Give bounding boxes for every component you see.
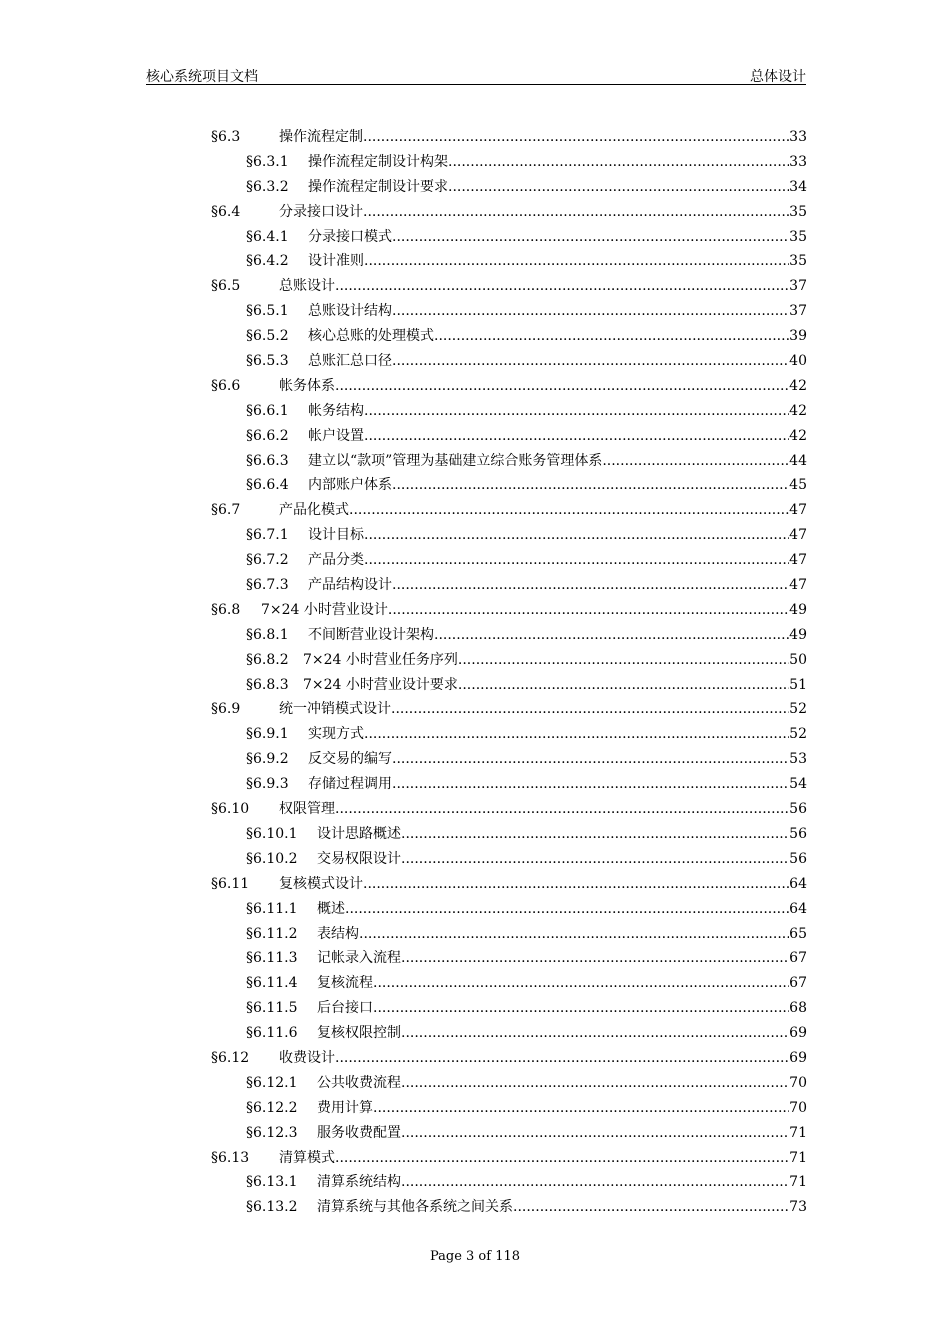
toc-entry-line (246, 573, 807, 598)
toc-entry-line (246, 399, 807, 424)
toc-page-number: 45 (789, 477, 807, 494)
toc-section-title: 产品化模式 (279, 502, 349, 519)
toc-section-title: 操作流程定制设计构架 (308, 153, 448, 170)
toc-page-number: 71 (789, 1149, 807, 1166)
toc-entry-line (246, 449, 807, 474)
toc-section-title: 不间断营业设计架构 (308, 626, 434, 643)
toc-entry[interactable] (0, 523, 950, 548)
toc-section-number: §6.13.1 (246, 1174, 298, 1191)
toc-entry-line (246, 648, 807, 673)
toc-entry-line (211, 200, 807, 225)
toc-entry-line (211, 872, 807, 897)
toc-page-number: 49 (789, 601, 807, 618)
toc-entry-line (246, 473, 807, 498)
toc-dot-leader (335, 274, 789, 299)
toc-dot-leader (363, 200, 789, 225)
toc-entry[interactable] (0, 722, 950, 747)
toc-entry[interactable] (0, 648, 950, 673)
toc-entry-line (246, 623, 807, 648)
toc-page-number: 70 (789, 1099, 807, 1116)
table-of-contents (0, 125, 950, 1220)
toc-entry-line (246, 1096, 807, 1121)
toc-dot-leader (364, 523, 789, 548)
toc-page-number: 42 (789, 427, 807, 444)
toc-entry-line (211, 125, 807, 150)
toc-entry[interactable] (0, 1046, 950, 1071)
toc-section-title: 反交易的编写 (308, 751, 392, 768)
toc-entry-line (211, 498, 807, 523)
toc-section-title: 7×24 小时营业设计 (261, 601, 388, 618)
toc-entry-line (211, 1046, 807, 1071)
toc-section-number: §6.5 (211, 278, 241, 295)
toc-page-number: 47 (789, 527, 807, 544)
toc-entry[interactable] (0, 498, 950, 523)
toc-entry-line (211, 1146, 807, 1171)
toc-section-number: §6.10.1 (246, 825, 298, 842)
toc-entry[interactable] (0, 747, 950, 772)
toc-dot-leader (434, 324, 789, 349)
toc-entry[interactable] (0, 299, 950, 324)
toc-section-number: §6.9.1 (246, 726, 289, 743)
toc-section-number: §6.6.2 (246, 427, 289, 444)
toc-entry[interactable] (0, 1096, 950, 1121)
toc-page-number: 40 (789, 353, 807, 370)
toc-section-title: 设计目标 (308, 527, 364, 544)
toc-entry-line (246, 1121, 807, 1146)
toc-section-title: 帐户设置 (308, 427, 364, 444)
toc-dot-leader (373, 971, 789, 996)
toc-dot-leader (364, 399, 789, 424)
toc-entry-line (246, 150, 807, 175)
toc-dot-leader (448, 150, 789, 175)
toc-section-title: 核心总账的处理模式 (308, 328, 434, 345)
toc-entry-line (246, 747, 807, 772)
toc-entry[interactable] (0, 623, 950, 648)
toc-dot-leader (392, 772, 789, 797)
toc-section-title: 总账汇总口径 (308, 353, 392, 370)
toc-dot-leader (513, 1195, 789, 1220)
toc-dot-leader (373, 996, 789, 1021)
page-header (146, 64, 806, 85)
toc-section-title: 收费设计 (279, 1049, 335, 1066)
toc-dot-leader (401, 847, 789, 872)
toc-entry-line (246, 897, 807, 922)
toc-section-title: 公共收费流程 (317, 1074, 401, 1091)
toc-section-number: §6.7 (211, 502, 241, 519)
toc-dot-leader (392, 225, 789, 250)
toc-section-number: §6.7.3 (246, 577, 289, 594)
toc-section-number: §6.13 (211, 1149, 250, 1166)
toc-dot-leader (392, 473, 789, 498)
header-doc-title: 核心系统项目文档 (146, 69, 258, 85)
toc-entry[interactable] (0, 200, 950, 225)
toc-entry[interactable] (0, 872, 950, 897)
toc-section-number: §6.12.1 (246, 1074, 298, 1091)
toc-entry[interactable] (0, 697, 950, 722)
toc-page-number: 34 (789, 178, 807, 195)
toc-page-number: 35 (789, 228, 807, 245)
toc-section-number: §6.3.1 (246, 153, 289, 170)
toc-dot-leader (364, 249, 789, 274)
toc-entry[interactable] (0, 598, 950, 623)
toc-entry-line (211, 274, 807, 299)
toc-entry[interactable] (0, 424, 950, 449)
toc-page-number: 65 (789, 925, 807, 942)
toc-section-title: 实现方式 (308, 726, 364, 743)
toc-page-number: 56 (789, 850, 807, 867)
toc-page-number: 39 (789, 328, 807, 345)
toc-entry[interactable] (0, 772, 950, 797)
toc-entry[interactable] (0, 1121, 950, 1146)
toc-section-number: §6.6 (211, 377, 241, 394)
toc-entry[interactable] (0, 324, 950, 349)
toc-entry[interactable] (0, 175, 950, 200)
toc-entry[interactable] (0, 673, 950, 698)
toc-section-title: 交易权限设计 (317, 850, 401, 867)
toc-section-number: §6.9.3 (246, 776, 289, 793)
toc-dot-leader (401, 1071, 789, 1096)
toc-section-title: 统一冲销模式设计 (279, 701, 391, 718)
header-section-title: 总体设计 (750, 69, 806, 85)
toc-entry-line (246, 349, 807, 374)
toc-section-number: §6.12 (211, 1049, 250, 1066)
toc-page-number: 47 (789, 502, 807, 519)
toc-page-number: 71 (789, 1174, 807, 1191)
toc-page-number: 33 (789, 153, 807, 170)
toc-section-title: 产品结构设计 (308, 577, 392, 594)
toc-section-title: 帐务体系 (279, 377, 335, 394)
toc-section-title: 费用计算 (317, 1099, 373, 1116)
toc-entry[interactable] (0, 922, 950, 947)
toc-page-number: 73 (789, 1199, 807, 1216)
toc-page-number: 37 (789, 278, 807, 295)
toc-section-number: §6.9.2 (246, 751, 289, 768)
toc-page-number: 44 (789, 452, 807, 469)
toc-section-number: §6.11.4 (246, 975, 298, 992)
toc-entry[interactable] (0, 971, 950, 996)
toc-entry-line (246, 523, 807, 548)
toc-dot-leader (392, 349, 789, 374)
toc-section-number: §6.10.2 (246, 850, 298, 867)
toc-dot-leader (401, 1170, 789, 1195)
toc-entry[interactable] (0, 473, 950, 498)
toc-section-title: 操作流程定制 (279, 129, 363, 145)
toc-entry-line (246, 847, 807, 872)
toc-section-number: §6.8.2 (246, 651, 289, 668)
toc-section-number: §6.11.2 (246, 925, 298, 942)
toc-dot-leader (363, 872, 789, 897)
toc-section-title: 服务收费配置 (317, 1124, 401, 1141)
toc-section-number: §6.13.2 (246, 1199, 298, 1216)
toc-entry-line (246, 996, 807, 1021)
toc-dot-leader (335, 797, 789, 822)
toc-entry[interactable] (0, 1071, 950, 1096)
toc-page-number: 47 (789, 577, 807, 594)
toc-page-number: 69 (789, 1025, 807, 1042)
toc-dot-leader (602, 449, 789, 474)
toc-section-title: 设计准则 (308, 253, 364, 270)
toc-section-number: §6.8.3 (246, 676, 289, 693)
toc-entry-line (246, 971, 807, 996)
toc-page-number: 52 (789, 701, 807, 718)
toc-section-number: §6.3 (211, 129, 241, 145)
toc-page-number: 33 (789, 129, 807, 145)
toc-section-number: §6.5.1 (246, 303, 289, 320)
toc-dot-leader (359, 922, 789, 947)
toc-section-title: 帐务结构 (308, 402, 364, 419)
toc-entry[interactable] (0, 399, 950, 424)
toc-entry-line (246, 1195, 807, 1220)
toc-page-number: 67 (789, 950, 807, 967)
toc-entry[interactable] (0, 548, 950, 573)
toc-section-title: 建立以“款项”管理为基础建立综合账务管理体系 (308, 452, 603, 469)
toc-section-title: 清算模式 (279, 1149, 335, 1166)
toc-page-number: 47 (789, 552, 807, 569)
toc-section-title: 后台接口 (317, 1000, 373, 1017)
toc-dot-leader (401, 822, 789, 847)
toc-section-number: §6.7.2 (246, 552, 289, 569)
toc-entry-line (211, 374, 807, 399)
toc-section-title: 存储过程调用 (308, 776, 392, 793)
toc-page-number: 54 (789, 776, 807, 793)
toc-section-number: §6.3.2 (246, 178, 289, 195)
toc-entry[interactable] (0, 946, 950, 971)
toc-section-number: §6.4.1 (246, 228, 289, 245)
toc-entry[interactable] (0, 822, 950, 847)
toc-dot-leader (392, 573, 789, 598)
toc-entry-line (211, 697, 807, 722)
toc-dot-leader (364, 424, 789, 449)
toc-section-title: 概述 (317, 900, 345, 917)
toc-entry-line (211, 598, 807, 623)
toc-page-number: 56 (789, 801, 807, 818)
toc-entry[interactable] (0, 847, 950, 872)
toc-section-number: §6.11.3 (246, 950, 298, 967)
toc-entry-line (246, 946, 807, 971)
toc-page-number: 56 (789, 825, 807, 842)
toc-section-title: 7×24 小时营业设计要求 (303, 676, 458, 693)
toc-section-number: §6.5.2 (246, 328, 289, 345)
toc-dot-leader (363, 125, 789, 150)
toc-entry[interactable] (0, 225, 950, 250)
toc-dot-leader (364, 722, 789, 747)
toc-page-number: 50 (789, 651, 807, 668)
toc-section-number: §6.8 (211, 601, 241, 618)
toc-section-number: §6.8.1 (246, 626, 289, 643)
toc-dot-leader (388, 598, 789, 623)
toc-section-number: §6.6.1 (246, 402, 289, 419)
toc-entry-line (246, 175, 807, 200)
toc-dot-leader (335, 1146, 789, 1171)
toc-entry[interactable] (0, 797, 950, 822)
toc-page-number: 68 (789, 1000, 807, 1017)
toc-entry[interactable] (0, 1146, 950, 1171)
toc-section-title: 总账设计 (279, 278, 335, 295)
toc-entry[interactable] (0, 150, 950, 175)
toc-entry-line (246, 822, 807, 847)
toc-section-title: 设计思路概述 (317, 825, 401, 842)
toc-section-title: 复核权限控制 (317, 1025, 401, 1042)
toc-entry[interactable] (0, 249, 950, 274)
toc-entry-line (246, 424, 807, 449)
toc-entry-line (246, 673, 807, 698)
toc-entry-line (246, 922, 807, 947)
toc-dot-leader (364, 548, 789, 573)
toc-page-number: 53 (789, 751, 807, 768)
toc-entry[interactable] (0, 449, 950, 474)
toc-page-number: 42 (789, 377, 807, 394)
toc-section-title: 内部账户体系 (308, 477, 392, 494)
toc-page-number: 42 (789, 402, 807, 419)
toc-section-title: 分录接口设计 (279, 203, 363, 220)
toc-dot-leader (335, 1046, 789, 1071)
toc-entry-line (246, 299, 807, 324)
toc-page-number: 64 (789, 900, 807, 917)
toc-entry[interactable] (0, 125, 950, 150)
toc-section-number: §6.4 (211, 203, 241, 220)
toc-entry-line (246, 1170, 807, 1195)
toc-entry[interactable] (0, 349, 950, 374)
toc-section-title: 记帐录入流程 (317, 950, 401, 967)
toc-entry[interactable] (0, 1170, 950, 1195)
toc-entry-line (246, 1071, 807, 1096)
toc-entry-line (246, 722, 807, 747)
toc-dot-leader (401, 1121, 789, 1146)
toc-section-number: §6.6.4 (246, 477, 289, 494)
toc-page-number: 35 (789, 203, 807, 220)
toc-section-number: §6.4.2 (246, 253, 289, 270)
toc-entry[interactable] (0, 274, 950, 299)
toc-entry[interactable] (0, 996, 950, 1021)
toc-page-number: 52 (789, 726, 807, 743)
toc-section-title: 清算系统结构 (317, 1174, 401, 1191)
toc-section-title: 复核流程 (317, 975, 373, 992)
toc-entry-line (246, 225, 807, 250)
toc-section-number: §6.5.3 (246, 353, 289, 370)
toc-page-number: 35 (789, 253, 807, 270)
toc-section-number: §6.10 (211, 801, 250, 818)
toc-section-title: 产品分类 (308, 552, 364, 569)
toc-dot-leader (335, 374, 789, 399)
toc-entry-line (246, 548, 807, 573)
toc-entry-line (211, 797, 807, 822)
toc-page-number: 69 (789, 1049, 807, 1066)
toc-entry[interactable] (0, 897, 950, 922)
toc-section-number: §6.11.5 (246, 1000, 298, 1017)
toc-section-number: §6.11 (211, 875, 250, 892)
toc-page-number: 51 (789, 676, 807, 693)
toc-section-number: §6.7.1 (246, 527, 289, 544)
toc-section-number: §6.11.6 (246, 1025, 298, 1042)
toc-dot-leader (458, 673, 789, 698)
toc-page-number: 49 (789, 626, 807, 643)
toc-dot-leader (391, 697, 789, 722)
toc-section-title: 复核模式设计 (279, 875, 363, 892)
toc-section-title: 操作流程定制设计要求 (308, 178, 448, 195)
toc-entry-line (246, 324, 807, 349)
toc-dot-leader (373, 1096, 789, 1121)
toc-dot-leader (434, 623, 789, 648)
toc-section-title: 分录接口模式 (308, 228, 392, 245)
toc-section-number: §6.11.1 (246, 900, 298, 917)
toc-entry[interactable] (0, 1021, 950, 1046)
toc-dot-leader (349, 498, 789, 523)
toc-section-number: §6.12.2 (246, 1099, 298, 1116)
toc-entry-line (246, 772, 807, 797)
toc-section-number: §6.6.3 (246, 452, 289, 469)
toc-entry-line (246, 249, 807, 274)
page-footer: Page 3 of 118 (429, 1249, 521, 1264)
toc-dot-leader (345, 897, 789, 922)
toc-page-number: 71 (789, 1124, 807, 1141)
toc-entry[interactable] (0, 374, 950, 399)
toc-section-title: 权限管理 (279, 801, 335, 818)
toc-dot-leader (392, 299, 789, 324)
toc-entry[interactable] (0, 1195, 950, 1220)
toc-page-number: 70 (789, 1074, 807, 1091)
toc-dot-leader (448, 175, 789, 200)
toc-section-number: §6.12.3 (246, 1124, 298, 1141)
toc-page-number: 64 (789, 875, 807, 892)
toc-section-title: 总账设计结构 (308, 303, 392, 320)
toc-dot-leader (401, 1021, 789, 1046)
toc-dot-leader (401, 946, 789, 971)
toc-page-number: 37 (789, 303, 807, 320)
toc-dot-leader (458, 648, 789, 673)
toc-entry[interactable] (0, 573, 950, 598)
toc-page-number: 67 (789, 975, 807, 992)
toc-section-number: §6.9 (211, 701, 241, 718)
toc-entry-line (246, 1021, 807, 1046)
toc-section-title: 清算系统与其他各系统之间关系 (317, 1199, 513, 1216)
toc-dot-leader (392, 747, 789, 772)
toc-section-title: 表结构 (317, 925, 359, 942)
toc-section-title: 7×24 小时营业任务序列 (303, 651, 458, 668)
